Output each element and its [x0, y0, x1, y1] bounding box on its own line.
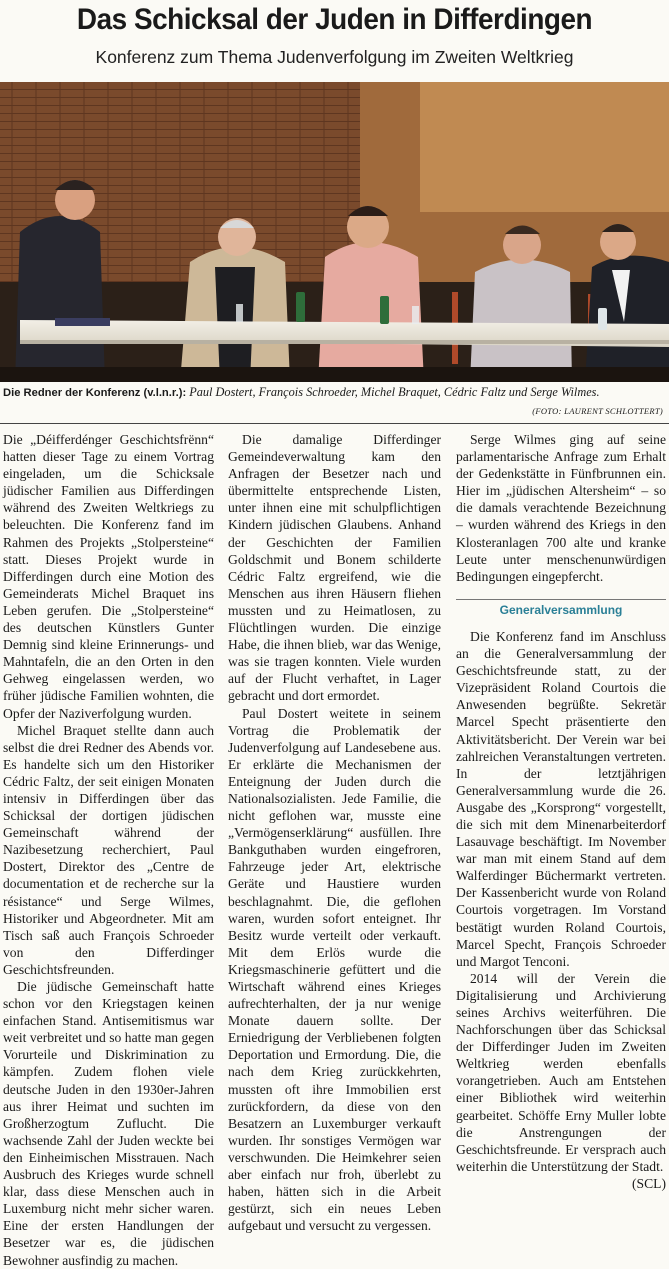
- headline: Das Schicksal der Juden in Differdingen: [76, 3, 593, 36]
- paragraph-6: Serge Wilmes ging auf seine parlamentarische Anfrage zum Erhalt der Gedenkstätte in Fünfbrunnen ein. Hier im „jüdischen Altersheim“ – so die damals verachtende Bezeichnung – wurden während des Kriegs in den Klosteranlagen 700 alte und kranke Leute unter menschenunwürdigen Bedingungen eingepfercht.: [456, 432, 666, 584]
- paragraph-7: Die Konferenz fand im Anschluss an die Generalversammlung der Geschichtsfreunde statt, zu der Vizepräsident Roland Courtois die Anwesenden begrüßte. Sekretär Marcel Specht präsentierte den Aktivitätsbericht. Der Verein war bei zahlreichen Veranstaltungen vertreten. In der letztjährigen Generalversammlung wurde die 26. Ausgabe des „Korsprong“ vorgestellt, die sich mit dem Minenarbeiterdorf Lasauvage beschäftigt. Im November war man mit einem Stand auf dem Walferdinger Büchermarkt vertreten. Der Kassenbericht wurde von Roland Courtois vorgetragen. Im Vorstand bestätigt wurden Roland Courtois, Marcel Specht, François Schroeder und Margot Tenconi.: [456, 628, 666, 969]
- caption-names: Paul Dostert, François Schroeder, Michel Braquet, Cédric Faltz und Serge Wilmes.: [189, 385, 600, 399]
- paragraph-4: Die damalige Differdinger Gemeindeverwaltung kam den Anfragen der Besetzer nach und übermittelte entsprechende Listen, unter ihnen eine mit schulpflichtigen Kindern jüdischen Glaubens. Anhand der Geschichten der Familien Goldschmit und Bonem schilderte Cédric Faltz ergreifend, wie die Menschen aus ihren Häusern fliehen mussten und zu Heimatlosen, zu Flüchtlingen wurden. Die einzige Habe, die ihnen blieb, war das Wenige, was sie tragen konnten. Viele wurden auf der Flucht verhaftet, in Lager gebracht und dort ermordet.: [228, 432, 441, 704]
- photo-caption: [3, 385, 667, 401]
- column-3: [456, 431, 666, 1192]
- paragraph-8: [456, 970, 666, 1191]
- column-1: [3, 431, 214, 1269]
- divider: [0, 423, 669, 424]
- photo-credit: (FOTO: LAURENT SCHLOTTERT): [532, 406, 663, 416]
- author-signature: (SCL): [632, 1175, 666, 1191]
- paragraph-2: Michel Braquet stellte dann auch selbst die drei Redner des Abends vor. Es handelte sich um den Historiker Cédric Faltz, der seit einigen Monaten intensiv in Differdingen über das Schicksal der dortigen jüdischen Gemeinschaft während der Nazibesetzung recherchiert, Paul Dostert, Direktor des „Centre de documentation et de recherche sur la résistance“ und Serge Wilmes, Historiker und Abgeordneter. Mit am Tisch saß auch François Schroeder von den Differdinger Geschichtsfreunden.: [3, 722, 214, 977]
- paragraph-8-text: 2014 will der Verein die Digitalisierung und Archivierung seines Archivs weiterführen. Die Nachforschungen über das Schicksal der Differdinger Juden im Zweiten Weltkrieg werden ebenfalls vorangetrieben. Auch am Entstehen einer Bibliothek wird weiterhin gearbeitet. Schöffe Erny Muller lobte die Anstrengungen der Geschichtsfreunde. Er versprach auch weiterhin die Unterstützung der Stadt.: [456, 970, 666, 1174]
- speakers-photo: [0, 82, 669, 382]
- paragraph-5: Paul Dostert weitete in seinem Vortrag die Problematik der Judenverfolgung auf Landesebene aus. Er erklärte die Mechanismen der Enteignung der Juden durch die Nationalsozialisten. Jede Familie, die nicht geflohen war, musste eine „Vermögenserklärung“ ausfüllen. Ihre Bankguthaben wurden eingefroren, Fahrzeuge jeder Art, elektrische Geräte und Haustiere wurden beschlagnahmt. Die, die geflohen waren, wurden sofort enteignet. Ihr Besitz wurde verteilt oder verkauft. Mit dem Erlös wurde die Kriegsmaschinerie gefüttert und die Wirtschaft während eines Krieges aufrechterhalten, der ja nur wenige Monate dauern sollte. Der Erniedrigung der Verbliebenen folgten Deportation und Ermordung. Die, die nach dem Krieg zurückkehrten, mussten oft ihre Immobilien erst zurückfordern, da diese von den Besatzern an Luxemburger verkauft wurden. Ihr sonstiges Vermögen war verschwunden. Die Heimkehrer seien aber einfach nur froh, überlebt zu haben, hätten sich in die Arbeit gestürzt, sich ein neues Leben aufgebaut und versucht zu vergessen.: [228, 705, 441, 1234]
- section-subtitle: Generalversammlung: [456, 599, 666, 622]
- subheadline: Konferenz zum Thema Judenverfolgung im Zweiten Weltkrieg: [95, 47, 574, 67]
- paragraph-1: Die „Déifferdénger Geschichtsfrënn“ hatten dieser Tage zu einem Vortrag eingeladen, um die Schicksale jüdischer Familien aus Differdingen während des Zweiten Weltkriegs zu beleuchten. Die Konferenz fand im Rahmen des Projekts „Stolpersteine“ statt. Dieses Projekt wurde in Differdingen durch eine Motion des Gemeinderats Michel Braquet ins Leben gerufen. Die „Stolpersteine“ des deutschen Künstlers Gunter Demnig sind kleine Erinnerungs- und Mahntafeln, die an den Orten in den Gehweg eingelassen werden, wo früher jüdische Familien wohnten, die Opfer der Naziverfolgung wurden.: [3, 432, 214, 721]
- paragraph-3: Die jüdische Gemeinschaft hatte schon vor den Kriegstagen keinen einfachen Stand. Antisemitismus war weit verbreitet und so hatte man gegen Vorurteile und Diskrimination zu kämpfen. Zudem flohen viele deutsche Juden in den 1930er-Jahren aus ihrer Heimat und suchten im Großherzogtum Zuflucht. Die wachsende Zahl der Juden weckte bei den Einheimischen Misstrauen. Nach Ausbruch des Krieges wurde schnell klar, dass diese Menschen auch in Luxemburg nicht mehr sicher waren. Eine der ersten Handlungen der Besetzer war es, die jüdischen Bewohner ausfindig zu machen.: [3, 979, 214, 1268]
- caption-lead: Die Redner der Konferenz (v.l.n.r.):: [3, 387, 187, 399]
- column-2: [228, 431, 441, 1234]
